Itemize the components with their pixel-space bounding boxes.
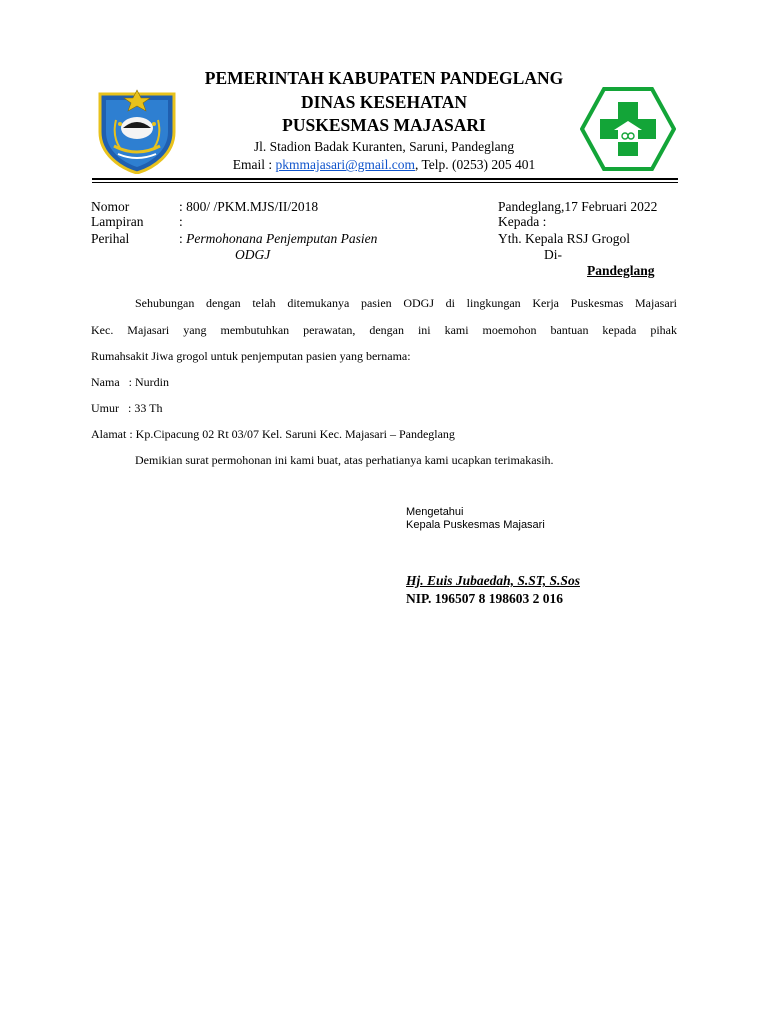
email-link[interactable]: pkmmajasari@gmail.com <box>275 157 415 172</box>
letter-date: Pandeglang,17 Februari 2022 <box>498 199 658 214</box>
body-para-line-1: Sehubungan dengan telah ditemukanya pasien ODGJ di lingkungan Kerja Puskesmas Majasari <box>135 296 677 310</box>
body-para-line-3: Rumahsakit Jiwa grogol untuk penjemputan pasien yang bernama: <box>91 349 411 363</box>
perihal-value <box>179 231 377 247</box>
perihal-subject-cont: ODGJ <box>235 247 271 262</box>
di-label: Di- <box>544 247 562 262</box>
letterhead-government: PEMERINTAH KABUPATEN PANDEGLANG <box>204 68 564 88</box>
letterhead-department: DINAS KESEHATAN <box>300 92 468 112</box>
nomor-label: Nomor <box>91 199 130 214</box>
phone-text: , Telp. (0253) 205 401 <box>414 157 536 172</box>
letterhead-divider-thin <box>92 182 678 183</box>
nomor-value: : 800/ /PKM.MJS/II/2018 <box>179 199 319 214</box>
signer-nip: NIP. 196507 8 198603 2 016 <box>406 591 564 606</box>
lampiran-value: : <box>179 214 183 229</box>
mengetahui-label: Mengetahui <box>406 506 464 518</box>
patient-name: Nama : Nurdin <box>91 375 169 389</box>
recipient-place: Pandeglang <box>587 263 655 278</box>
body-para-line-2: Kec. Majasari yang membutuhkan perawatan, dengan ini kami moemohon bantuan kepada pihak <box>91 323 677 337</box>
patient-address: Alamat : Kp.Cipacung 02 Rt 03/07 Kel. Saruni Kec. Majasari – Pandeglang <box>91 427 455 441</box>
email-label: Email : <box>232 157 276 172</box>
kepada-label: Kepada : <box>498 214 547 229</box>
letterhead-institution: PUSKESMAS MAJASARI <box>282 115 486 135</box>
signer-title: Kepala Puskesmas Majasari <box>406 519 545 531</box>
letterhead-contact <box>0 157 768 173</box>
lampiran-label: Lampiran <box>91 214 144 229</box>
perihal-label: Perihal <box>91 231 130 246</box>
letterhead-address: Jl. Stadion Badak Kuranten, Saruni, Pandeglang <box>253 139 515 154</box>
perihal-subject: Permohonana Penjemputan Pasien <box>186 231 378 246</box>
letterhead-divider-thick <box>92 178 678 180</box>
perihal-colon: : <box>179 231 187 246</box>
signer-name: Hj. Euis Jubaedah, S.ST, S.Sos <box>406 573 580 588</box>
patient-age: Umur : 33 Th <box>91 401 163 415</box>
closing-sentence: Demikian surat permohonan ini kami buat, atas perhatianya kami ucapkan terimakasih. <box>135 453 554 467</box>
recipient: Yth. Kepala RSJ Grogol <box>498 231 630 246</box>
